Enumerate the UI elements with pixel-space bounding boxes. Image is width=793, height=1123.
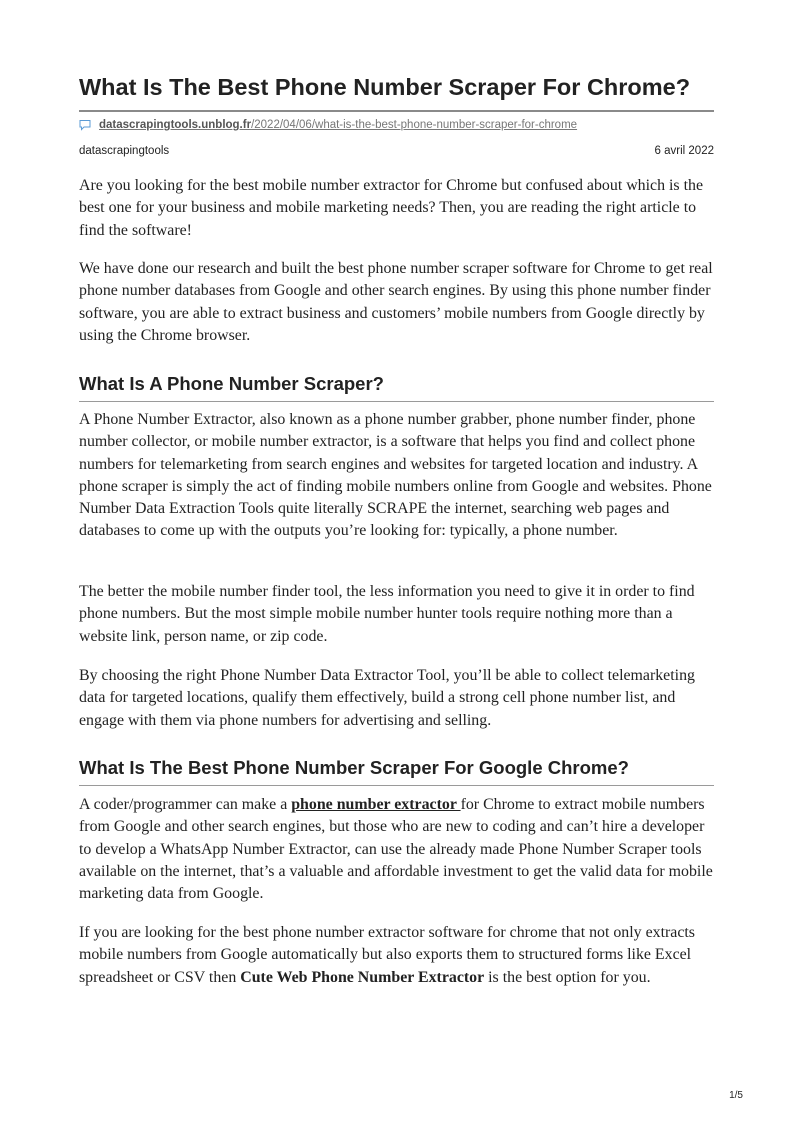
page-title: What Is The Best Phone Number Scraper For Chrome? — [79, 72, 714, 112]
heading-what-is-scraper: What Is A Phone Number Scraper? — [79, 372, 714, 402]
source-line — [79, 119, 714, 131]
paragraph-recommendation — [79, 922, 714, 989]
heading-best-scraper: What Is The Best Phone Number Scraper For Google Chrome? — [79, 756, 714, 786]
publish-date: 6 avril 2022 — [654, 145, 714, 157]
source-link[interactable] — [99, 119, 577, 131]
paragraph-better-tool: The better the mobile number finder tool, the less information you need to give it in order to find phone numbers. But the most simple mobile number hunter tools require nothing more than a website link, person name, or zip code. — [79, 583, 695, 645]
author: datascrapingtools — [79, 145, 170, 157]
source-domain: datascrapingtools.unblog.fr — [99, 119, 252, 131]
page-number: 1/5 — [729, 1090, 743, 1101]
paragraph-definition: A Phone Number Extractor, also known as a phone number grabber, phone number finder, phone number collector, or mobile number extractor, is a software that helps you find and collect phone numbers for telemarketing from search engines and websites for targeted location and industry. A phone scraper is simply the act of finding mobile numbers online from Google and websites. Phone Number Data Extraction Tools quite literally SCRAPE the internet, searching web pages and databases to come up with the outputs you’re looking for: typically, a phone number. — [79, 411, 712, 540]
product-name: Cute Web Phone Number Extractor — [240, 968, 485, 986]
meta-row — [79, 145, 714, 157]
source-path: /2022/04/06/what-is-the-best-phone-number-scraper-for-chrome — [251, 119, 578, 131]
paragraph-intro: Are you looking for the best mobile number extractor for Chrome but confused about which is the best one for your business and mobile marketing needs? Then, you are reading the right article to find the software! — [79, 177, 703, 239]
comment-icon — [79, 119, 91, 131]
paragraph-choosing: By choosing the right Phone Number Data Extractor Tool, you’ll be able to collect telemarketing data for targeted locations, qualify them effectively, build a strong cell phone number list, and engage with them via phone numbers for advertising and selling. — [79, 667, 695, 729]
paragraph-coder-text-1: A coder/programmer can make a — [79, 796, 292, 813]
paragraph-coder-text-2: for Chrome to extract mobile numbers from Google and other search engines, but those who are new to coding and can’t hire a developer to develop a WhatsApp Number Extractor, can use the already made Phone Number Scraper tools available on the internet, that’s a valuable and affordable investment to get the valid data for mobile marketing data from Google. — [79, 796, 713, 903]
paragraph-recommendation-text-1: If you are looking for the best phone number extractor software for chrome that not only extracts mobile numbers from Google automatically but also exports them to structured forms like Excel spreadsheet or CSV then — [79, 924, 695, 986]
paragraph-recommendation-text-2: is the best option for you. — [484, 968, 651, 986]
paragraph-research: We have done our research and built the best phone number scraper software for Chrome to get real phone number databases from Google and other search engines. By using this phone number finder software, you are able to extract business and customers’ mobile numbers from Google directly by using the Chrome browser. — [79, 260, 713, 344]
phone-number-extractor-link[interactable]: phone number extractor — [291, 796, 461, 813]
paragraph-coder — [79, 794, 714, 905]
